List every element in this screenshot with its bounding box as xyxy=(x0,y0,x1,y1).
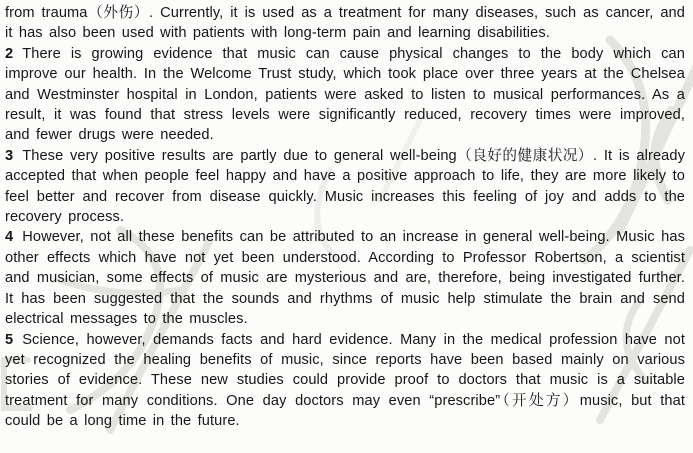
paragraph-5 xyxy=(5,330,685,432)
paragraph-2 xyxy=(5,44,685,146)
paragraph-text: from trauma（外伤）. Currently, it is used as a treatment for many diseases, such as cancer, and it has also been used with patients with long-term pain and learning disabilities. xyxy=(5,5,685,42)
paragraph-text: There is growing evidence that music can cause physical changes to the body which can improve our health. In the Welcome Trust study, which took place over three years at the Chelsea and Westminster hospital in London, patients were asked to listen to musical performances. As a result, it was found that stress levels were significantly reduced, recovery times were improved, and fewer drugs were needed. xyxy=(5,45,685,144)
paragraph-4 xyxy=(5,227,685,329)
paragraph-3 xyxy=(5,146,685,228)
paragraph-text: These very positive results are partly due to general well-being（良好的健康状况）. It is already accepted that when people feel happy and have a positive approach to life, they are more likely to feel better and recover from disease quickly. Music increases this feeling of joy and adds to the recovery process. xyxy=(5,147,685,226)
paragraph-text: Science, however, demands facts and hard evidence. Many in the medical profession have not yet recognized the healing benefits of music, since reports have been based mainly on various stories of evidence. These new studies could provide proof to doctors that music is a suitable treatment for many conditions. One day doctors may even “prescribe”（开处方）music, but that could be a long time in the future. xyxy=(5,331,685,430)
paragraph-number: 4 xyxy=(5,229,14,246)
paragraph-number: 3 xyxy=(5,147,14,164)
paragraph-continuation xyxy=(5,3,685,44)
paragraph-text: However, not all these benefits can be attributed to an increase in general well-being. Music has other effects which have not yet been understood. According to Professor Robertson, a scientist and musician, some effects of music are mysterious and are, therefore, being investigated further. It has been suggested that the sounds and rhythms of music help stimulate the brain and send electrical messages to the muscles. xyxy=(5,229,685,328)
paragraph-number: 5 xyxy=(5,331,14,348)
paragraph-number: 2 xyxy=(5,45,14,62)
